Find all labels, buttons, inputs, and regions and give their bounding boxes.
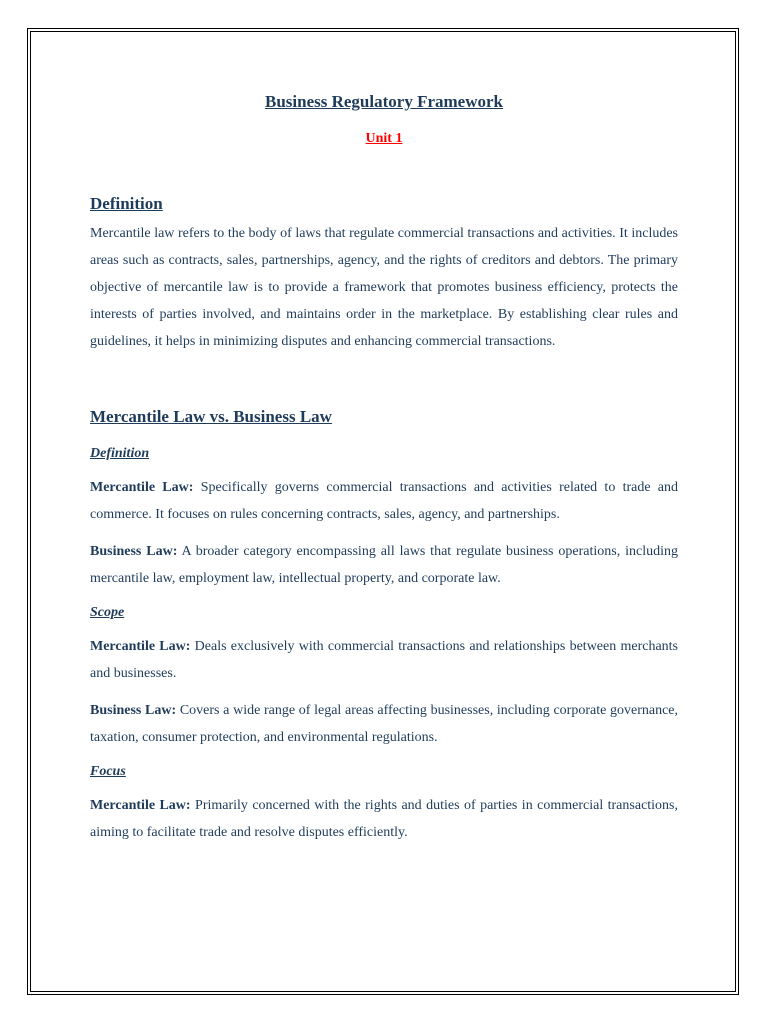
item-term: Business Law:	[90, 703, 177, 718]
document-content	[90, 88, 678, 846]
item-text: Covers a wide range of legal areas affecting businesses, including corporate governance, taxation, consumer protection, and environmental regulations.	[90, 703, 678, 745]
definition-business-item	[90, 538, 678, 592]
scope-mercantile-item	[90, 633, 678, 687]
item-text: Specifically governs commercial transactions and activities related to trade and commerce. It focuses on rules concerning contracts, sales, agency, and partnerships.	[90, 480, 679, 522]
item-text: Deals exclusively with commercial transactions and relationships between merchants and businesses.	[90, 639, 679, 681]
definition-text: Mercantile law refers to the body of laws that regulate commercial transactions and activities. It includes areas such as contracts, sales, partnerships, agency, and the rights of creditors and debtors. The primary objective of mercantile law is to provide a framework that promotes business efficiency, protects the interests of parties involved, and maintains order in the marketplace. By establishing clear rules and guidelines, it helps in minimizing disputes and enhancing commercial transactions.	[90, 226, 678, 349]
focus-mercantile-item	[90, 792, 678, 846]
definition-mercantile-item	[90, 474, 678, 528]
comparison-heading: Mercantile Law vs. Business Law	[90, 407, 332, 426]
subsection-title-focus: Focus	[90, 764, 126, 779]
item-term: Business Law:	[90, 544, 178, 559]
item-term: Mercantile Law:	[90, 639, 191, 654]
subsection-title-definition: Definition	[90, 446, 150, 461]
item-text: A broader category encompassing all laws that regulate business operations, including mercantile law, employment law, intellectual property, and corporate law.	[90, 544, 679, 586]
item-text: Primarily concerned with the rights and duties of parties in commercial transactions, aiming to facilitate trade and resolve disputes efficiently.	[90, 798, 679, 840]
item-term: Mercantile Law:	[90, 798, 191, 813]
scope-business-item	[90, 697, 678, 751]
subsection-title-scope: Scope	[90, 605, 125, 620]
definition-heading: Definition	[90, 194, 163, 213]
item-term: Mercantile Law:	[90, 480, 194, 495]
document-title: Business Regulatory Framework	[265, 92, 503, 111]
unit-label: Unit 1	[365, 131, 403, 146]
